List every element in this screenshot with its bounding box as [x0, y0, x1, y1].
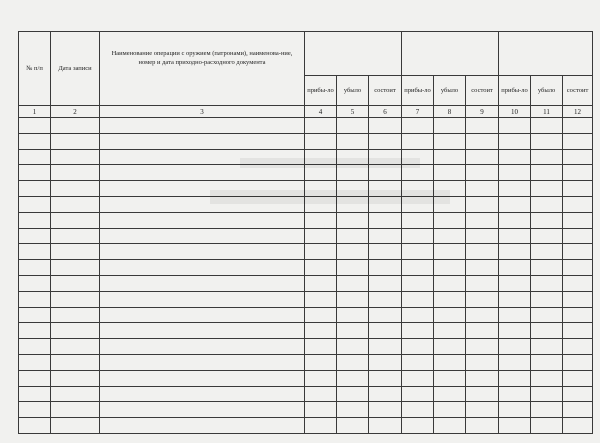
header-arrived-2: прибы-ло: [402, 76, 434, 106]
table-cell[interactable]: [563, 275, 593, 291]
column-number-3: 3: [100, 106, 305, 118]
table-cell[interactable]: [466, 260, 499, 276]
header-departed-3: убыло: [531, 76, 563, 106]
table-cell[interactable]: [305, 354, 337, 370]
column-number-6: 6: [369, 106, 402, 118]
table-cell[interactable]: [100, 118, 305, 134]
ledger-body: [19, 118, 593, 434]
table-cell[interactable]: [434, 354, 466, 370]
table-cell[interactable]: [466, 133, 499, 149]
table-cell[interactable]: [51, 118, 100, 134]
table-cell[interactable]: [531, 323, 563, 339]
table-cell[interactable]: [305, 339, 337, 355]
table-cell[interactable]: [337, 228, 369, 244]
table-cell[interactable]: [434, 228, 466, 244]
table-cell[interactable]: [369, 244, 402, 260]
table-cell[interactable]: [434, 244, 466, 260]
table-cell[interactable]: [402, 228, 434, 244]
table-cell[interactable]: [19, 133, 51, 149]
header-arrived-1: прибы-ло: [305, 76, 337, 106]
table-cell[interactable]: [531, 228, 563, 244]
table-cell[interactable]: [369, 323, 402, 339]
header-balance-1: состоит: [369, 76, 402, 106]
table-cell[interactable]: [531, 244, 563, 260]
table-cell[interactable]: [499, 307, 531, 323]
header-departed-1: убыло: [337, 76, 369, 106]
table-cell[interactable]: [499, 386, 531, 402]
table-cell[interactable]: [434, 418, 466, 434]
table-cell[interactable]: [563, 307, 593, 323]
table-cell[interactable]: [337, 181, 369, 197]
table-row: [19, 149, 593, 165]
table-cell[interactable]: [51, 228, 100, 244]
table-cell[interactable]: [531, 196, 563, 212]
table-cell[interactable]: [434, 370, 466, 386]
table-cell[interactable]: [402, 275, 434, 291]
table-cell[interactable]: [337, 133, 369, 149]
table-cell[interactable]: [434, 260, 466, 276]
table-row: [19, 244, 593, 260]
table-cell[interactable]: [19, 260, 51, 276]
table-cell[interactable]: [402, 165, 434, 181]
column-number-row: [19, 106, 593, 118]
weapons-ledger-table: [18, 31, 593, 434]
table-cell[interactable]: [51, 149, 100, 165]
table-cell[interactable]: [466, 402, 499, 418]
table-cell[interactable]: [369, 181, 402, 197]
table-cell[interactable]: [531, 118, 563, 134]
table-cell[interactable]: [305, 244, 337, 260]
table-row: [19, 118, 593, 134]
column-number-8: 8: [434, 106, 466, 118]
table-cell[interactable]: [531, 386, 563, 402]
table-row: [19, 307, 593, 323]
table-cell[interactable]: [100, 418, 305, 434]
table-cell[interactable]: [51, 244, 100, 260]
column-number-9: 9: [466, 106, 499, 118]
table-cell[interactable]: [19, 307, 51, 323]
table-row: [19, 323, 593, 339]
table-cell[interactable]: [563, 323, 593, 339]
table-cell[interactable]: [563, 402, 593, 418]
table-cell[interactable]: [402, 260, 434, 276]
header-group-2: [402, 32, 499, 76]
table-cell[interactable]: [434, 323, 466, 339]
table-cell[interactable]: [466, 212, 499, 228]
header-balance-3: состоит: [563, 76, 593, 106]
table-cell[interactable]: [51, 212, 100, 228]
table-cell[interactable]: [563, 339, 593, 355]
table-cell[interactable]: [100, 181, 305, 197]
table-cell[interactable]: [369, 118, 402, 134]
table-cell[interactable]: [100, 133, 305, 149]
table-cell[interactable]: [369, 260, 402, 276]
table-cell[interactable]: [434, 212, 466, 228]
table-cell[interactable]: [531, 402, 563, 418]
table-cell[interactable]: [466, 118, 499, 134]
column-number-2: 2: [51, 106, 100, 118]
table-cell[interactable]: [100, 228, 305, 244]
table-cell[interactable]: [402, 418, 434, 434]
table-cell[interactable]: [100, 291, 305, 307]
table-cell[interactable]: [499, 133, 531, 149]
table-cell[interactable]: [369, 418, 402, 434]
table-cell[interactable]: [19, 323, 51, 339]
table-cell[interactable]: [402, 354, 434, 370]
table-cell[interactable]: [337, 386, 369, 402]
table-cell[interactable]: [369, 370, 402, 386]
table-cell[interactable]: [100, 402, 305, 418]
table-cell[interactable]: [100, 275, 305, 291]
table-cell[interactable]: [100, 244, 305, 260]
table-cell[interactable]: [531, 339, 563, 355]
table-cell[interactable]: [434, 291, 466, 307]
table-row: [19, 291, 593, 307]
column-number-12: 12: [563, 106, 593, 118]
table-cell[interactable]: [499, 228, 531, 244]
table-cell[interactable]: [402, 386, 434, 402]
table-cell[interactable]: [51, 291, 100, 307]
table-cell[interactable]: [434, 118, 466, 134]
table-cell[interactable]: [434, 307, 466, 323]
table-cell[interactable]: [402, 149, 434, 165]
table-cell[interactable]: [100, 339, 305, 355]
table-cell[interactable]: [499, 244, 531, 260]
table-cell[interactable]: [402, 196, 434, 212]
table-cell[interactable]: [531, 165, 563, 181]
table-cell[interactable]: [305, 418, 337, 434]
table-cell[interactable]: [51, 165, 100, 181]
table-cell[interactable]: [100, 212, 305, 228]
table-cell[interactable]: [305, 307, 337, 323]
table-cell[interactable]: [466, 370, 499, 386]
header-balance-2: состоит: [466, 76, 499, 106]
table-cell[interactable]: [499, 291, 531, 307]
table-cell[interactable]: [563, 212, 593, 228]
table-cell[interactable]: [402, 370, 434, 386]
table-cell[interactable]: [100, 307, 305, 323]
table-cell[interactable]: [531, 370, 563, 386]
table-cell[interactable]: [466, 339, 499, 355]
column-number-10: 10: [499, 106, 531, 118]
table-cell[interactable]: [563, 196, 593, 212]
header-operation-description: Наименование операции с оружием (патронами), наименова-ние, номер и дата приходно-расходного документа: [100, 32, 305, 106]
table-cell[interactable]: [563, 370, 593, 386]
table-cell[interactable]: [369, 386, 402, 402]
table-cell[interactable]: [369, 149, 402, 165]
table-cell[interactable]: [337, 370, 369, 386]
table-row: [19, 212, 593, 228]
table-cell[interactable]: [337, 118, 369, 134]
table-cell[interactable]: [466, 228, 499, 244]
table-cell[interactable]: [434, 386, 466, 402]
table-cell[interactable]: [402, 181, 434, 197]
table-cell[interactable]: [563, 354, 593, 370]
header-row-number: № п/п: [19, 32, 51, 106]
table-row: [19, 370, 593, 386]
table-cell[interactable]: [531, 149, 563, 165]
table-cell[interactable]: [369, 402, 402, 418]
table-cell[interactable]: [466, 275, 499, 291]
table-cell[interactable]: [369, 228, 402, 244]
table-cell[interactable]: [337, 196, 369, 212]
table-cell[interactable]: [51, 402, 100, 418]
table-cell[interactable]: [434, 181, 466, 197]
table-cell[interactable]: [563, 291, 593, 307]
table-cell[interactable]: [531, 275, 563, 291]
table-cell[interactable]: [19, 244, 51, 260]
table-cell[interactable]: [337, 339, 369, 355]
table-cell[interactable]: [19, 196, 51, 212]
header-group-3: [499, 32, 593, 76]
header-arrived-3: прибы-ло: [499, 76, 531, 106]
table-cell[interactable]: [305, 370, 337, 386]
table-cell[interactable]: [100, 386, 305, 402]
table-cell[interactable]: [402, 402, 434, 418]
table-cell[interactable]: [499, 354, 531, 370]
table-cell[interactable]: [466, 196, 499, 212]
table-cell[interactable]: [563, 418, 593, 434]
table-cell[interactable]: [531, 291, 563, 307]
table-cell[interactable]: [305, 275, 337, 291]
table-cell[interactable]: [337, 149, 369, 165]
table-cell[interactable]: [499, 402, 531, 418]
table-cell[interactable]: [434, 196, 466, 212]
table-cell[interactable]: [499, 212, 531, 228]
table-cell[interactable]: [19, 275, 51, 291]
header-entry-date: Дата записи: [51, 32, 100, 106]
table-cell[interactable]: [19, 149, 51, 165]
table-cell[interactable]: [402, 307, 434, 323]
table-cell[interactable]: [51, 418, 100, 434]
table-cell[interactable]: [369, 196, 402, 212]
table-cell[interactable]: [51, 323, 100, 339]
table-cell[interactable]: [531, 260, 563, 276]
table-cell[interactable]: [499, 196, 531, 212]
table-cell[interactable]: [51, 339, 100, 355]
table-cell[interactable]: [402, 244, 434, 260]
table-cell[interactable]: [563, 118, 593, 134]
table-cell[interactable]: [51, 307, 100, 323]
table-cell[interactable]: [466, 291, 499, 307]
table-row: [19, 133, 593, 149]
table-row: [19, 354, 593, 370]
table-row: [19, 402, 593, 418]
column-number-1: 1: [19, 106, 51, 118]
table-cell[interactable]: [51, 181, 100, 197]
column-number-4: 4: [305, 106, 337, 118]
table-cell[interactable]: [305, 402, 337, 418]
table-cell[interactable]: [305, 323, 337, 339]
table-cell[interactable]: [337, 260, 369, 276]
table-cell[interactable]: [531, 133, 563, 149]
table-cell[interactable]: [531, 354, 563, 370]
table-cell[interactable]: [100, 260, 305, 276]
table-cell[interactable]: [305, 149, 337, 165]
table-cell[interactable]: [563, 386, 593, 402]
table-row: [19, 228, 593, 244]
table-cell[interactable]: [402, 339, 434, 355]
table-cell[interactable]: [531, 212, 563, 228]
table-cell[interactable]: [531, 418, 563, 434]
table-cell[interactable]: [563, 228, 593, 244]
table-cell[interactable]: [19, 212, 51, 228]
table-cell[interactable]: [369, 307, 402, 323]
table-row: [19, 339, 593, 355]
table-cell[interactable]: [51, 196, 100, 212]
header-group-1: [305, 32, 402, 76]
table-row: [19, 275, 593, 291]
table-cell[interactable]: [531, 307, 563, 323]
table-cell[interactable]: [337, 307, 369, 323]
table-cell[interactable]: [51, 275, 100, 291]
table-cell[interactable]: [100, 149, 305, 165]
table-cell[interactable]: [499, 370, 531, 386]
table-cell[interactable]: [100, 323, 305, 339]
table-cell[interactable]: [51, 133, 100, 149]
table-cell[interactable]: [337, 212, 369, 228]
table-cell[interactable]: [337, 244, 369, 260]
table-cell[interactable]: [563, 133, 593, 149]
table-cell[interactable]: [402, 118, 434, 134]
table-cell[interactable]: [466, 418, 499, 434]
table-cell[interactable]: [402, 133, 434, 149]
table-row: [19, 386, 593, 402]
table-cell[interactable]: [499, 323, 531, 339]
table-cell[interactable]: [466, 307, 499, 323]
table-cell[interactable]: [19, 418, 51, 434]
table-cell[interactable]: [499, 260, 531, 276]
table-cell[interactable]: [402, 323, 434, 339]
table-cell[interactable]: [305, 260, 337, 276]
table-cell[interactable]: [19, 291, 51, 307]
table-cell[interactable]: [466, 244, 499, 260]
table-cell[interactable]: [434, 339, 466, 355]
column-number-7: 7: [402, 106, 434, 118]
table-cell[interactable]: [466, 354, 499, 370]
table-cell[interactable]: [369, 165, 402, 181]
table-cell[interactable]: [563, 244, 593, 260]
table-cell[interactable]: [466, 149, 499, 165]
table-cell[interactable]: [337, 418, 369, 434]
table-row: [19, 181, 593, 197]
table-cell[interactable]: [369, 275, 402, 291]
table-cell[interactable]: [563, 260, 593, 276]
table-cell[interactable]: [19, 181, 51, 197]
table-cell[interactable]: [100, 196, 305, 212]
table-cell[interactable]: [466, 386, 499, 402]
table-cell[interactable]: [19, 339, 51, 355]
table-cell[interactable]: [19, 370, 51, 386]
table-cell[interactable]: [563, 181, 593, 197]
table-cell[interactable]: [19, 386, 51, 402]
table-cell[interactable]: [499, 181, 531, 197]
table-cell[interactable]: [499, 275, 531, 291]
table-cell[interactable]: [305, 291, 337, 307]
table-row: [19, 260, 593, 276]
table-cell[interactable]: [51, 370, 100, 386]
table-cell[interactable]: [369, 212, 402, 228]
table-cell[interactable]: [305, 212, 337, 228]
table-cell[interactable]: [337, 402, 369, 418]
table-cell[interactable]: [434, 133, 466, 149]
table-cell[interactable]: [337, 354, 369, 370]
table-cell[interactable]: [531, 181, 563, 197]
table-cell[interactable]: [337, 323, 369, 339]
table-cell[interactable]: [19, 228, 51, 244]
table-cell[interactable]: [499, 418, 531, 434]
table-cell[interactable]: [305, 386, 337, 402]
table-cell[interactable]: [51, 386, 100, 402]
table-cell[interactable]: [369, 291, 402, 307]
header-departed-2: убыло: [434, 76, 466, 106]
table-cell[interactable]: [402, 212, 434, 228]
table-cell[interactable]: [369, 339, 402, 355]
table-cell[interactable]: [305, 228, 337, 244]
table-cell[interactable]: [499, 165, 531, 181]
table-cell[interactable]: [19, 402, 51, 418]
table-cell[interactable]: [466, 165, 499, 181]
table-row: [19, 196, 593, 212]
table-cell[interactable]: [563, 165, 593, 181]
table-cell[interactable]: [337, 291, 369, 307]
table-cell[interactable]: [434, 165, 466, 181]
table-cell[interactable]: [51, 354, 100, 370]
table-cell[interactable]: [369, 133, 402, 149]
table-cell[interactable]: [51, 260, 100, 276]
table-cell[interactable]: [305, 196, 337, 212]
table-cell[interactable]: [305, 181, 337, 197]
table-cell[interactable]: [305, 133, 337, 149]
table-cell[interactable]: [19, 118, 51, 134]
table-cell[interactable]: [337, 275, 369, 291]
table-cell[interactable]: [499, 339, 531, 355]
table-row: [19, 418, 593, 434]
column-number-5: 5: [337, 106, 369, 118]
table-row: [19, 165, 593, 181]
table-cell[interactable]: [100, 165, 305, 181]
table-cell[interactable]: [499, 149, 531, 165]
table-cell[interactable]: [466, 181, 499, 197]
table-cell[interactable]: [563, 149, 593, 165]
table-cell[interactable]: [499, 118, 531, 134]
table-cell[interactable]: [434, 275, 466, 291]
table-cell[interactable]: [100, 354, 305, 370]
table-cell[interactable]: [369, 354, 402, 370]
table-cell[interactable]: [305, 165, 337, 181]
table-cell[interactable]: [434, 402, 466, 418]
column-number-11: 11: [531, 106, 563, 118]
table-cell[interactable]: [19, 354, 51, 370]
table-cell[interactable]: [466, 323, 499, 339]
table-cell[interactable]: [434, 149, 466, 165]
table-cell[interactable]: [19, 165, 51, 181]
table-cell[interactable]: [305, 118, 337, 134]
table-cell[interactable]: [100, 370, 305, 386]
table-cell[interactable]: [337, 165, 369, 181]
table-cell[interactable]: [402, 291, 434, 307]
